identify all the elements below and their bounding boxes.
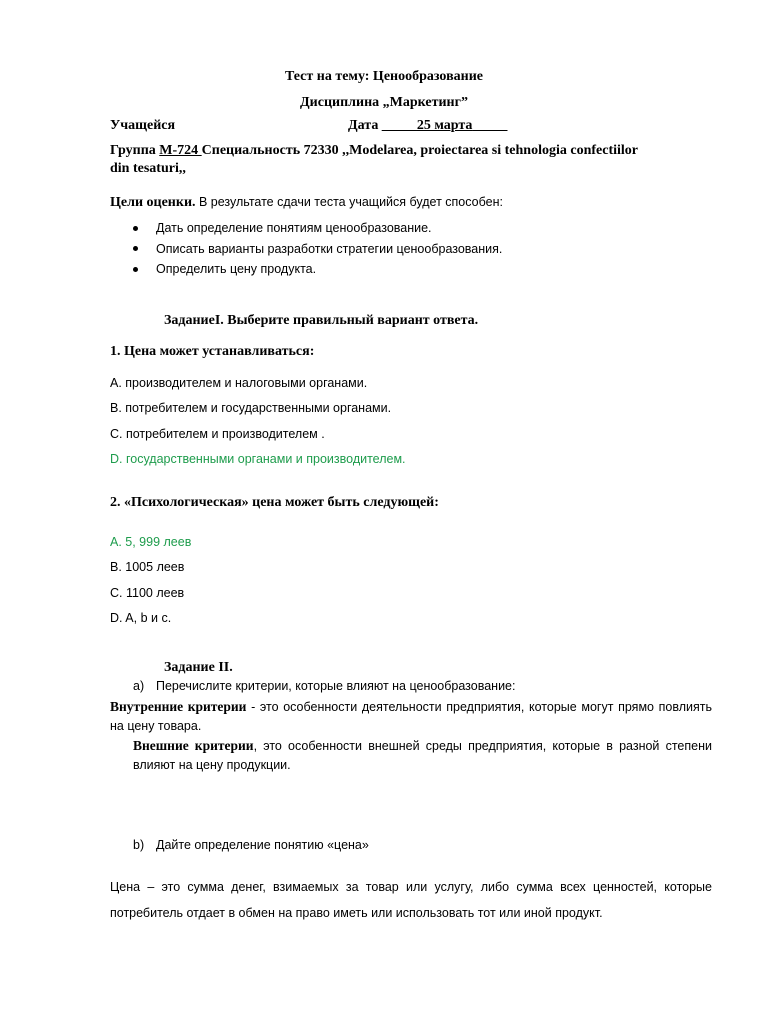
goal-item: Определить цену продукта.	[156, 262, 317, 276]
q1-option-a: A. производителем и налоговыми органами.	[110, 376, 368, 390]
task2-heading: Задание II.	[164, 660, 233, 675]
bullet-icon	[133, 267, 138, 272]
external-criteria-label: Внешние критерии	[133, 738, 254, 753]
goals-line	[110, 193, 503, 212]
internal-criteria-paragraph	[110, 697, 712, 736]
goals-label: Цели оценки.	[110, 195, 196, 210]
goal-item: Дать определение понятиям ценообразование.	[156, 221, 432, 235]
group-line	[110, 142, 638, 160]
group-label: Группа	[110, 143, 160, 158]
question-1: 1. Цена может устанавливаться:	[110, 344, 315, 359]
q2-option-d: D. A, b и c.	[110, 611, 172, 625]
date-blank-1: _____	[381, 118, 417, 133]
bullet-icon	[133, 246, 138, 251]
q2-option-b: B. 1005 леев	[110, 560, 185, 574]
price-definition: Цена – это сумма денег, взимаемых за товар или услугу, либо сумма всех ценностей, которые потребитель отдает в обмен на право иметь или использовать тот или иной продукт.	[110, 880, 712, 920]
list-marker-b: b)	[133, 838, 145, 852]
question-2: 2. «Психологическая» цена может быть следующей:	[110, 495, 439, 510]
external-criteria-paragraph	[133, 736, 712, 775]
document-title: Тест на тему: Ценообразование	[284, 69, 483, 84]
goals-text: В результате сдачи теста учащийся будет способен:	[195, 195, 503, 209]
student-label: Учащейся	[110, 118, 176, 133]
list-marker-a: a)	[133, 679, 145, 693]
bullet-icon	[133, 226, 138, 231]
date-line	[348, 117, 507, 135]
internal-criteria-text: - это особенности деятельности предприятия, которые могут прямо повлиять на цену товара.	[110, 700, 712, 733]
internal-criteria-label: Внутренние критерии	[110, 699, 247, 714]
external-criteria-text: , это особенности внешней среды предприятия, которые в разной степени влияют на цену продукции.	[133, 739, 712, 772]
specialty-text-continued: din tesaturi,,	[110, 161, 186, 176]
goal-item: Описать варианты разработки стратегии ценообразования.	[156, 242, 503, 256]
q2-option-c: C. 1100 леев	[110, 586, 185, 600]
specialty-text: Специальность 72330 ,,Modelarea, proiectarea si tehnologia confectiilor	[201, 143, 639, 158]
q2-option-a-correct: A. 5, 999 леев	[110, 535, 192, 549]
task2-a-text: Перечислите критерии, которые влияют на ценообразование:	[156, 679, 516, 693]
task1-heading: ЗаданиеI. Выберите правильный вариант ответа.	[164, 313, 479, 328]
q1-option-c: C. потребителем и производителем .	[110, 427, 325, 441]
discipline-line: Дисциплина „Маркетинг”	[300, 95, 468, 110]
date-blank-2: _____	[472, 118, 508, 133]
date-label: Дата	[348, 118, 382, 133]
date-value: 25 марта	[416, 118, 473, 133]
q1-option-b: B. потребителем и государственными органами.	[110, 401, 392, 415]
task2-b-text: Дайте определение понятию «цена»	[156, 838, 369, 852]
group-value: М-724	[159, 143, 202, 158]
q1-option-d-correct: D. государственными органами и производителем.	[110, 452, 406, 466]
